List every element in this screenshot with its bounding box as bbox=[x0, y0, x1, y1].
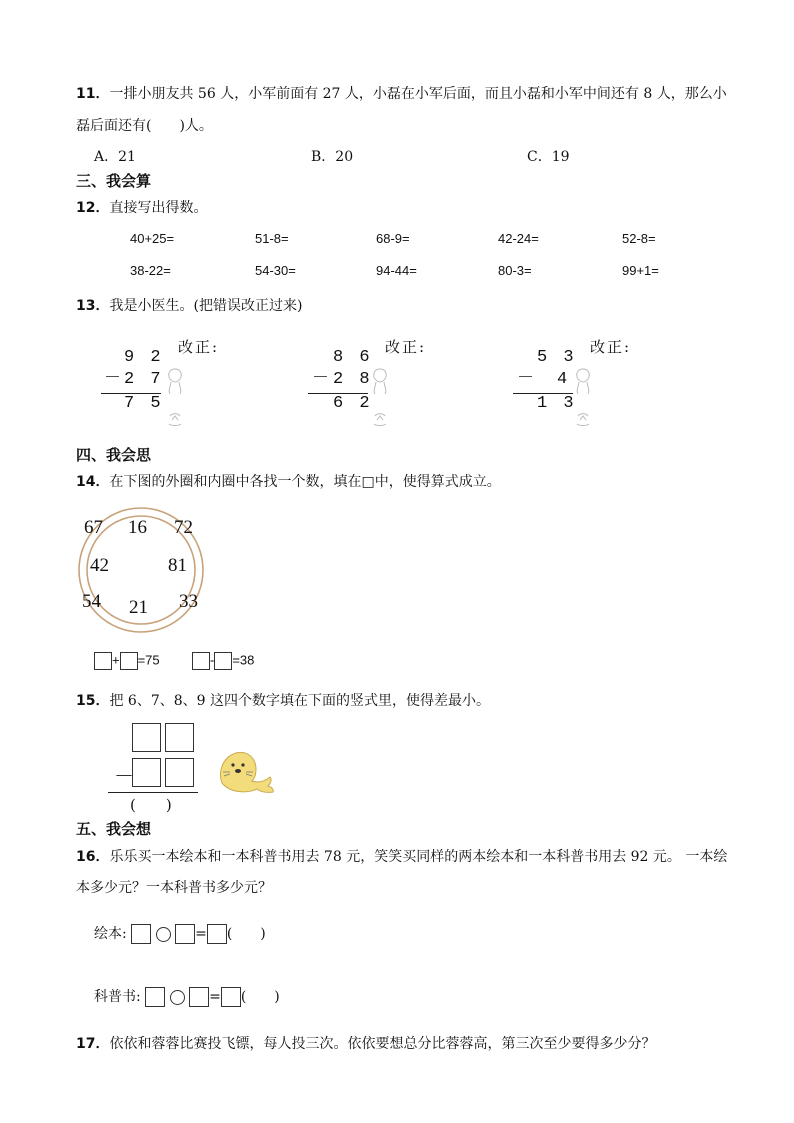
q17-line bbox=[76, 1033, 655, 1053]
outer-ring-number: 81 bbox=[168, 555, 187, 576]
vertical-bottom: 4 bbox=[557, 370, 571, 389]
calc-item: 51-8= bbox=[255, 231, 289, 246]
digit-box[interactable] bbox=[165, 758, 194, 787]
q13-number: 13． bbox=[76, 298, 110, 314]
eq2-result: =38 bbox=[232, 652, 255, 668]
operator-circle[interactable] bbox=[170, 990, 185, 1005]
ghost-doodle-icon bbox=[572, 366, 594, 432]
q16-text2: 本多少元？一本科普书多少元？ bbox=[76, 880, 272, 896]
q14-equation-1 bbox=[94, 652, 160, 670]
ghost-doodle-icon bbox=[164, 366, 186, 432]
outer-ring-number: 67 bbox=[84, 517, 103, 538]
operator-circle[interactable] bbox=[156, 927, 171, 942]
vertical-op: － bbox=[312, 370, 332, 389]
equals-sign: = bbox=[209, 989, 221, 1005]
q17-number: 17． bbox=[76, 1036, 110, 1052]
equals-sign: = bbox=[195, 926, 207, 942]
answer-paren: ( ) bbox=[130, 796, 172, 814]
minus-sign: - bbox=[210, 652, 215, 668]
q12-text: 直接写出得数。 bbox=[109, 200, 208, 216]
q14-equation-2 bbox=[192, 652, 254, 670]
calc-item: 40+25= bbox=[130, 231, 175, 246]
vertical-bottom: 2 8 bbox=[333, 370, 373, 389]
inner-ring-number: 21 bbox=[129, 597, 148, 618]
vertical-top: 9 2 bbox=[124, 348, 164, 367]
q14-text: 在下图的外圈和内圈中各找一个数，填在□中，使得算式成立。 bbox=[109, 474, 501, 490]
vertical-bottom: 2 7 bbox=[124, 370, 164, 389]
q14-line bbox=[76, 471, 501, 491]
q12-number: 12． bbox=[76, 200, 110, 216]
seal-icon bbox=[214, 743, 278, 795]
fix-label: 改正: bbox=[385, 338, 427, 356]
outer-ring-number: 72 bbox=[174, 517, 193, 538]
unit-paren: ( ) bbox=[240, 989, 280, 1005]
answer-box[interactable] bbox=[94, 652, 112, 670]
answer-box[interactable] bbox=[214, 652, 232, 670]
outer-ring-number: 33 bbox=[179, 591, 198, 612]
q16-text1: 乐乐买一本绘本和一本科普书用去 78 元，笑笑买同样的两本绘本和一本科普书用去 92 元。 一本绘 bbox=[109, 849, 728, 865]
q16-row-picture-book bbox=[94, 923, 266, 944]
vertical-result: 1 3 bbox=[537, 394, 577, 413]
vertical-top: 8 6 bbox=[333, 348, 373, 367]
outer-ring-number: 42 bbox=[90, 555, 109, 576]
science-book-label: 科普书: bbox=[94, 989, 141, 1005]
q13-line bbox=[76, 295, 302, 315]
q14-number: 14． bbox=[76, 474, 110, 490]
q11-number: 11． bbox=[76, 86, 110, 102]
section-3-title: 三、我会算 bbox=[76, 172, 152, 190]
q16-row-science-book bbox=[94, 986, 280, 1007]
digit-box[interactable] bbox=[132, 723, 161, 752]
picture-book-label: 绘本: bbox=[94, 926, 127, 942]
answer-box[interactable] bbox=[189, 987, 209, 1007]
unit-paren: ( ) bbox=[226, 926, 266, 942]
q15-number: 15． bbox=[76, 693, 110, 709]
fix-label: 改正: bbox=[590, 338, 632, 356]
q12-line bbox=[76, 197, 207, 217]
q15-text: 把 6、7、8、9 这四个数字填在下面的竖式里，使得差最小。 bbox=[109, 693, 491, 709]
section-5-title: 五、我会想 bbox=[76, 820, 152, 838]
fix-label: 改正: bbox=[178, 338, 220, 356]
q11-option-c: C．19 bbox=[527, 149, 570, 165]
ghost-doodle-icon bbox=[369, 366, 391, 432]
q15-line bbox=[76, 690, 490, 710]
calc-item: 54-30= bbox=[255, 263, 296, 278]
digit-box[interactable] bbox=[132, 758, 161, 787]
answer-box[interactable] bbox=[192, 652, 210, 670]
calc-item: 68-9= bbox=[376, 231, 410, 246]
vertical-rule bbox=[108, 792, 198, 793]
calc-item: 38-22= bbox=[130, 263, 171, 278]
vertical-op: － bbox=[104, 370, 124, 389]
q11-text1: 一排小朋友共 56 人，小军前面有 27 人，小磊在小军后面，而且小磊和小军中间还有 8 人，那么小 bbox=[109, 86, 727, 102]
vertical-result: 6 2 bbox=[333, 394, 373, 413]
answer-box[interactable] bbox=[175, 924, 195, 944]
q16-line1 bbox=[76, 846, 727, 866]
calc-item: 52-8= bbox=[622, 231, 656, 246]
calc-item: 42-24= bbox=[498, 231, 539, 246]
digit-box[interactable] bbox=[165, 723, 194, 752]
plus-sign: + bbox=[112, 652, 120, 668]
vertical-op: － bbox=[517, 370, 537, 389]
answer-box[interactable] bbox=[131, 924, 151, 944]
calc-item: 99+1= bbox=[622, 263, 659, 278]
answer-box[interactable] bbox=[120, 652, 138, 670]
vertical-result: 7 5 bbox=[124, 394, 164, 413]
calc-item: 80-3= bbox=[498, 263, 532, 278]
inner-ring-number: 16 bbox=[128, 517, 147, 538]
answer-box[interactable] bbox=[145, 987, 165, 1007]
q11-option-a: A．21 bbox=[94, 149, 136, 165]
outer-ring-number: 54 bbox=[82, 591, 101, 612]
answer-box[interactable] bbox=[207, 924, 227, 944]
answer-box[interactable] bbox=[221, 987, 241, 1007]
eq1-result: =75 bbox=[137, 652, 160, 668]
q13-text: 我是小医生。(把错误改正过来) bbox=[109, 298, 303, 314]
minus-sign: － bbox=[114, 764, 134, 788]
vertical-top: 5 3 bbox=[537, 348, 577, 367]
q11-option-b: B．20 bbox=[311, 149, 354, 165]
q16-number: 16． bbox=[76, 849, 110, 865]
q11-text2: 磊后面还有( )人。 bbox=[76, 118, 213, 134]
section-4-title: 四、我会思 bbox=[76, 446, 152, 464]
q17-text: 依依和蓉蓉比赛投飞镖，每人投三次。依依要想总分比蓉蓉高，第三次至少要得多少分？ bbox=[109, 1036, 656, 1052]
calc-item: 94-44= bbox=[376, 263, 417, 278]
q11-line1 bbox=[76, 83, 727, 103]
